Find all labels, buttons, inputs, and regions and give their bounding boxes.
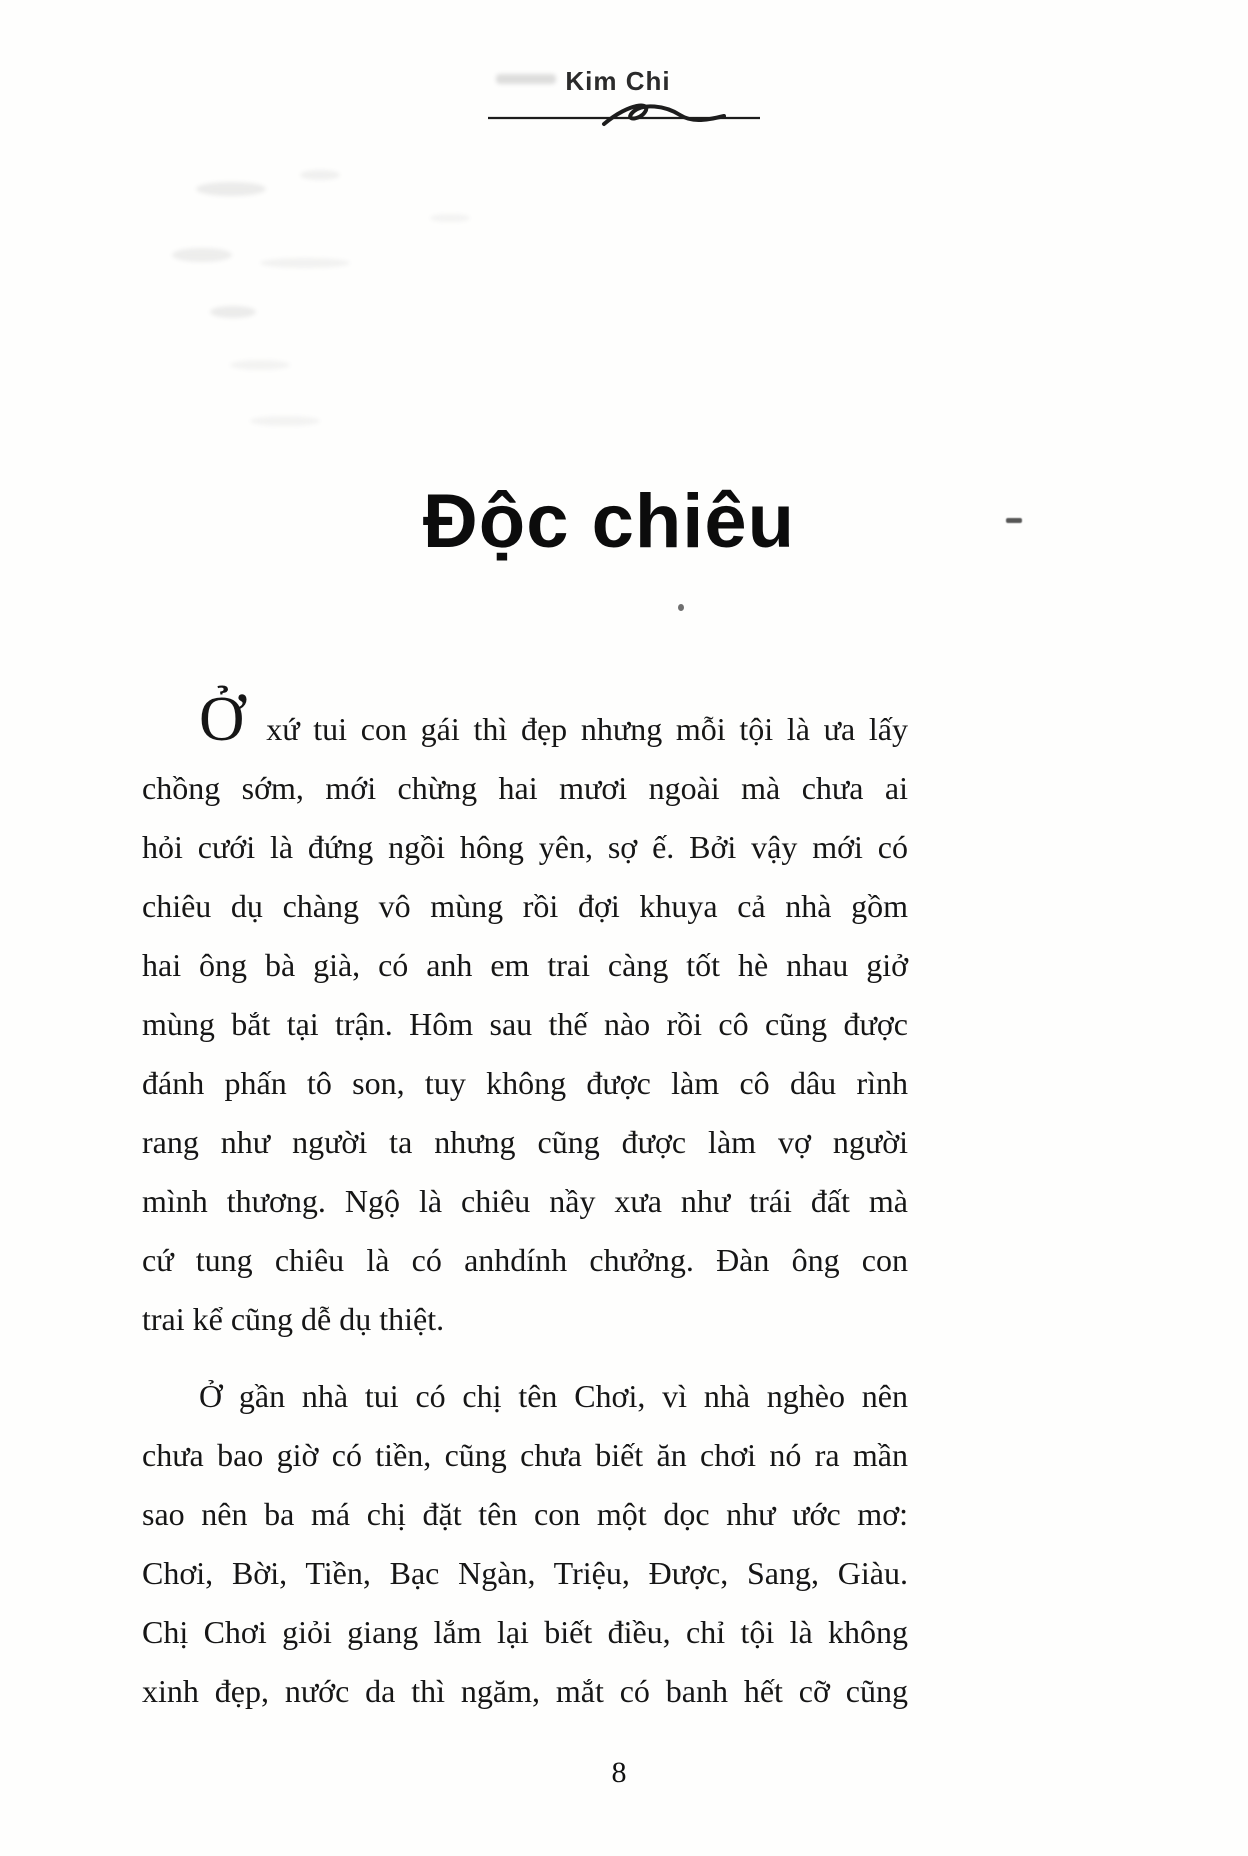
paragraph-1 bbox=[142, 684, 909, 1349]
scan-artifact bbox=[678, 604, 684, 611]
body-line-text: xứ tui con gái thì đẹp nhưng mỗi tội là ưa lấy bbox=[266, 711, 909, 747]
paragraph-2 bbox=[142, 1367, 908, 1721]
running-title: Kim Chi bbox=[565, 66, 671, 96]
chapter-title: Độc chiêu bbox=[422, 479, 796, 564]
body-line: hỏi cưới là đứng ngồi hông yên, sợ ế. Bởi vậy mới có bbox=[142, 829, 908, 865]
scan-artifact bbox=[230, 360, 290, 370]
body-line: chồng sớm, mới chừng hai mươi ngoài mà chưa ai bbox=[142, 770, 908, 806]
scan-artifact bbox=[430, 214, 470, 222]
scan-artifact bbox=[196, 182, 266, 196]
page-number: 8 bbox=[611, 1756, 627, 1789]
body-line: cứ tung chiêu là có anhdính chưởng. Đàn ông con bbox=[142, 1242, 908, 1278]
body-line: chiêu dụ chàng vô mùng rồi đợi khuya cả nhà gồm bbox=[142, 888, 908, 924]
scan-artifact bbox=[210, 306, 256, 318]
body-line: trai kể cũng dễ dụ thiệt. bbox=[142, 1301, 445, 1337]
body-text bbox=[142, 684, 909, 1721]
body-line: xinh đẹp, nước da thì ngăm, mắt có banh hết cỡ cũng bbox=[142, 1673, 908, 1709]
header-divider bbox=[484, 94, 764, 130]
ornament-swirl bbox=[484, 94, 764, 130]
body-line: mình thương. Ngộ là chiêu nầy xưa như trái đất mà bbox=[142, 1183, 908, 1219]
body-line: rang như người ta nhưng cũng được làm vợ người bbox=[142, 1124, 908, 1160]
scan-artifact bbox=[260, 258, 350, 268]
body-line: Ở gần nhà tui có chị tên Chơi, vì nhà nghèo nên bbox=[199, 1378, 908, 1414]
scan-artifact bbox=[250, 416, 320, 426]
drop-cap: Ở bbox=[199, 684, 245, 754]
body-line bbox=[142, 684, 909, 759]
body-line: hai ông bà già, có anh em trai càng tốt hè nhau giở bbox=[142, 947, 908, 983]
body-line: mùng bắt tại trận. Hôm sau thế nào rồi cô cũng được bbox=[142, 1006, 908, 1042]
body-line: sao nên ba má chị đặt tên con một dọc như ước mơ: bbox=[142, 1496, 908, 1532]
scan-artifact bbox=[1006, 518, 1022, 523]
body-line: đánh phấn tô son, tuy không được làm cô dâu rình bbox=[142, 1065, 908, 1101]
scan-artifact bbox=[300, 170, 340, 180]
body-line: Chơi, Bời, Tiền, Bạc Ngàn, Triệu, Được, Sang, Giàu. bbox=[142, 1555, 908, 1591]
body-line: Chị Chơi giỏi giang lắm lại biết điều, chỉ tội là không bbox=[142, 1614, 908, 1650]
body-line: chưa bao giờ có tiền, cũng chưa biết ăn chơi nó ra mần bbox=[142, 1437, 908, 1473]
scan-artifact bbox=[172, 248, 232, 262]
